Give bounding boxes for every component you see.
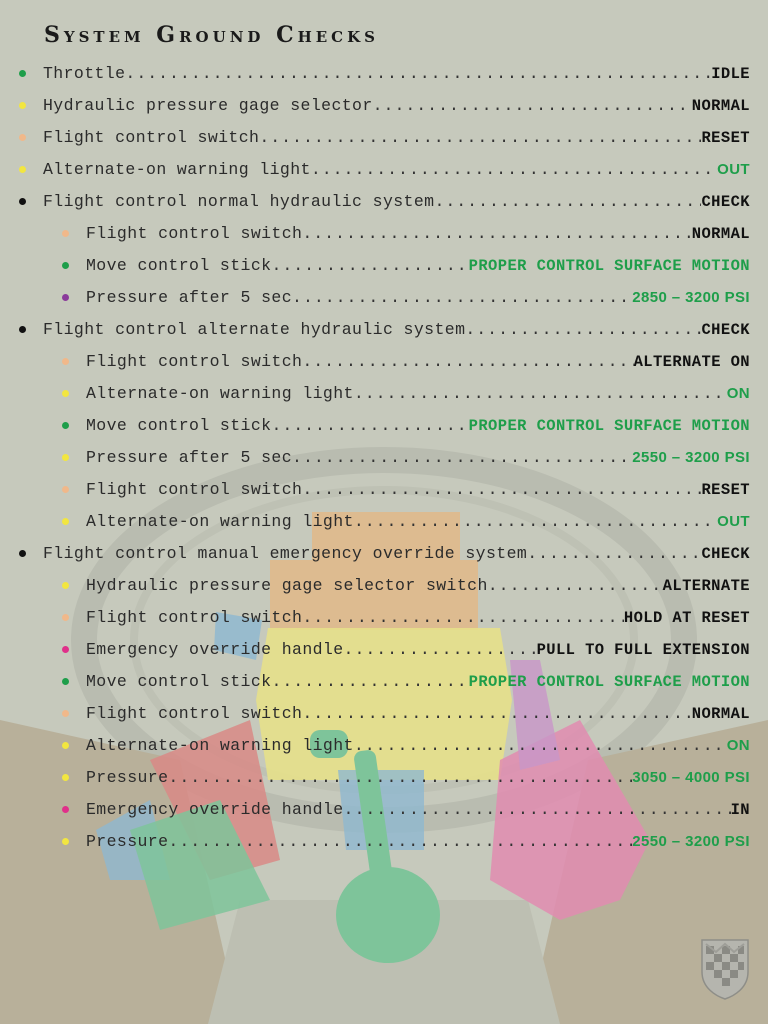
checklist-item [0, 58, 768, 90]
green-bullet-icon [62, 262, 69, 269]
checklist-item-value: ALTERNATE ON [633, 353, 750, 371]
checklist-line [43, 64, 750, 83]
checklist-item-label: Pressure [86, 768, 169, 787]
checklist-line [43, 544, 750, 563]
page-title: System Ground Checks [44, 22, 379, 48]
checklist-item [0, 154, 768, 186]
checklist-item-label: Alternate-on warning light [86, 384, 354, 403]
yellow-bullet-icon [62, 774, 69, 781]
dot-leader [302, 352, 633, 371]
checklist-item [0, 826, 768, 858]
checklist-item [0, 698, 768, 730]
checklist-item-value: NORMAL [691, 705, 750, 723]
checklist-item-label: Flight control switch [43, 128, 260, 147]
checklist-item-label: Move control stick [86, 416, 272, 435]
yellow-bullet-icon [62, 582, 69, 589]
dot-leader [259, 128, 701, 147]
dot-leader [434, 192, 701, 211]
checklist-line [43, 160, 750, 179]
checklist-item-value: PULL TO FULL EXTENSION [536, 641, 750, 659]
checklist-item-label: Emergency override handle [86, 800, 344, 819]
yellow-bullet-icon [62, 454, 69, 461]
checklist-line [86, 224, 750, 243]
checklist-item-value: IN [730, 801, 750, 819]
peach-bullet-icon [19, 134, 26, 141]
dot-leader [354, 736, 727, 755]
checklist-item-value: PROPER CONTROL SURFACE MOTION [468, 417, 750, 435]
checklist-item [0, 442, 768, 474]
peach-bullet-icon [62, 230, 69, 237]
checklist-item [0, 90, 768, 122]
pink-bullet-icon [62, 806, 69, 813]
checklist-item-label: Move control stick [86, 256, 272, 275]
checklist-item-label: Flight control switch [86, 608, 303, 627]
checklist-item-value: CHECK [701, 545, 750, 563]
checklist-item [0, 570, 768, 602]
checklist-item [0, 474, 768, 506]
dot-leader [311, 160, 717, 179]
checklist-item-label: Emergency override handle [86, 640, 344, 659]
checklist-item-value: RESET [701, 129, 750, 147]
checklist-line [43, 192, 750, 211]
checklist-item-label: Move control stick [86, 672, 272, 691]
checklist-line [86, 352, 750, 371]
checklist-item-value: ON [726, 737, 750, 754]
yellow-bullet-icon [62, 742, 69, 749]
dot-leader [344, 800, 731, 819]
checklist-item [0, 794, 768, 826]
checklist-item-value: 2550 – 3200 PSI [632, 449, 750, 466]
checklist-item [0, 186, 768, 218]
pink-bullet-icon [62, 646, 69, 653]
checklist-item-label: Flight control normal hydraulic system [43, 192, 435, 211]
checklist-item-label: Alternate-on warning light [43, 160, 311, 179]
checklist-item-value: RESET [701, 481, 750, 499]
dot-leader [354, 384, 727, 403]
checklist-item-label: Throttle [43, 64, 126, 83]
yellow-bullet-icon [62, 838, 69, 845]
checklist-item-label: Flight control alternate hydraulic system [43, 320, 466, 339]
checklist-item [0, 634, 768, 666]
checklist-item-label: Flight control switch [86, 704, 303, 723]
checklist-item-value: CHECK [701, 321, 750, 339]
checklist-item [0, 538, 768, 570]
checklist-line [86, 416, 750, 435]
checklist-item-label: Flight control switch [86, 352, 303, 371]
checklist-line [86, 608, 750, 627]
checklist-item [0, 250, 768, 282]
checklist-item [0, 602, 768, 634]
checklist-item-label: Pressure after 5 sec [86, 448, 293, 467]
checklist-item-label: Pressure after 5 sec [86, 288, 293, 307]
checklist-line [86, 384, 750, 403]
checklist-line [43, 320, 750, 339]
checklist-item [0, 730, 768, 762]
checklist-item-value: NORMAL [691, 225, 750, 243]
peach-bullet-icon [62, 358, 69, 365]
checklist-line [86, 800, 750, 819]
dot-leader [302, 608, 624, 627]
checklist-line [43, 96, 750, 115]
checklist-item-label: Flight control manual emergency override system [43, 544, 528, 563]
checklist-item-label: Hydraulic pressure gage selector switch [86, 576, 488, 595]
dot-leader [271, 256, 468, 275]
checklist-item-value: PROPER CONTROL SURFACE MOTION [468, 257, 750, 275]
checklist-item [0, 506, 768, 538]
checklist-line [86, 640, 750, 659]
checklist-item-label: Hydraulic pressure gage selector [43, 96, 373, 115]
checklist-item-label: Flight control switch [86, 480, 303, 499]
checklist-item [0, 218, 768, 250]
checklist-item-value: ALTERNATE [662, 577, 750, 595]
checklist-item [0, 666, 768, 698]
checklist-item-value: OUT [717, 513, 750, 530]
checklist-line [86, 512, 750, 531]
checklist-item [0, 282, 768, 314]
purple-bullet-icon [62, 294, 69, 301]
dot-leader [302, 224, 691, 243]
checklist-item-value: 2850 – 3200 PSI [632, 289, 750, 306]
checklist-item-label: Alternate-on warning light [86, 736, 354, 755]
dot-leader [302, 704, 691, 723]
peach-bullet-icon [62, 486, 69, 493]
checklist-item-label: Alternate-on warning light [86, 512, 354, 531]
checklist-item-value: HOLD AT RESET [623, 609, 750, 627]
dot-leader [465, 320, 701, 339]
black-bullet-icon [19, 550, 26, 557]
checklist-item [0, 762, 768, 794]
dot-leader [271, 416, 468, 435]
checklist-item-value: 2550 – 3200 PSI [632, 833, 750, 850]
checklist-item-value: NORMAL [691, 97, 750, 115]
checklist-item [0, 346, 768, 378]
checklist-line [86, 448, 750, 467]
checklist-item [0, 314, 768, 346]
yellow-bullet-icon [19, 102, 26, 109]
checklist-line [86, 704, 750, 723]
dot-leader [168, 832, 632, 851]
yellow-bullet-icon [62, 518, 69, 525]
dot-leader [125, 64, 711, 83]
green-bullet-icon [19, 70, 26, 77]
dot-leader [271, 672, 468, 691]
checklist-item [0, 122, 768, 154]
black-bullet-icon [19, 326, 26, 333]
dot-leader [344, 640, 537, 659]
checklist-line [86, 576, 750, 595]
dot-leader [373, 96, 692, 115]
checklist-item-value: ON [726, 385, 750, 402]
checklist-item [0, 378, 768, 410]
checklist-line [86, 480, 750, 499]
checklist-line [86, 832, 750, 851]
checklist-line [86, 736, 750, 755]
checklist-line [86, 672, 750, 691]
checklist-line [86, 256, 750, 275]
yellow-bullet-icon [19, 166, 26, 173]
checklist-item-value: CHECK [701, 193, 750, 211]
yellow-bullet-icon [62, 390, 69, 397]
green-bullet-icon [62, 678, 69, 685]
checklist-line [86, 768, 750, 787]
checklist-item [0, 410, 768, 442]
checklist-item-value: 3050 – 4000 PSI [632, 769, 750, 786]
shield-crest-icon [700, 938, 750, 1000]
checklist-item-value: PROPER CONTROL SURFACE MOTION [468, 673, 750, 691]
dot-leader [488, 576, 663, 595]
checklist-item-label: Pressure [86, 832, 169, 851]
dot-leader [292, 288, 632, 307]
dot-leader [292, 448, 632, 467]
checklist-line [86, 288, 750, 307]
checklist-item-value: IDLE [711, 65, 750, 83]
green-bullet-icon [62, 422, 69, 429]
peach-bullet-icon [62, 710, 69, 717]
dot-leader [354, 512, 717, 531]
peach-bullet-icon [62, 614, 69, 621]
dot-leader [168, 768, 632, 787]
black-bullet-icon [19, 198, 26, 205]
checklist-item-value: OUT [717, 161, 750, 178]
checklist-line [43, 128, 750, 147]
dot-leader [302, 480, 701, 499]
checklist-item-label: Flight control switch [86, 224, 303, 243]
dot-leader [527, 544, 701, 563]
